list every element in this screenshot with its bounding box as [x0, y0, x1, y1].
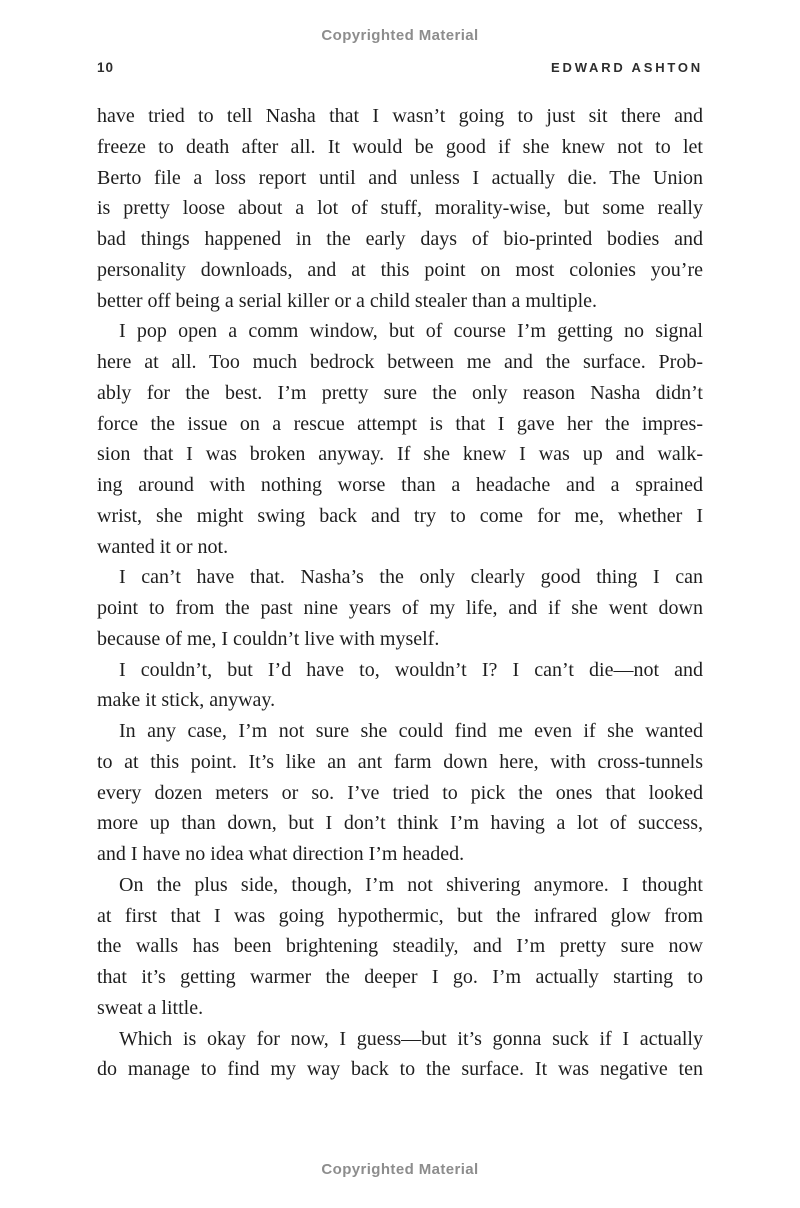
- text-line: every dozen meters or so. I’ve tried to pick the ones that looked: [97, 781, 703, 804]
- text-line: and I have no idea what direction I’m headed.: [97, 843, 465, 865]
- text-line: have tried to tell Nasha that I wasn’t going to just sit there and: [97, 105, 703, 127]
- text-line: is pretty loose about a lot of stuff, morality-wise, but some really: [97, 197, 703, 220]
- text-line: here at all. Too much bedrock between me and the surface. Prob-: [97, 351, 703, 373]
- text-line: I pop open a comm window, but of course I’m getting no signal: [119, 320, 703, 343]
- text-line: to at this point. It’s like an ant farm down here, with cross-tunnels: [97, 750, 703, 773]
- text-line: ing around with nothing worse than a headache and a sprained: [97, 474, 703, 496]
- text-line: wrist, she might swing back and try to come for me, whether I: [97, 504, 703, 527]
- running-header-author: EDWARD ASHTON: [551, 60, 703, 75]
- page-header: [97, 60, 703, 75]
- text-line: bad things happened in the early days of bio-printed bodies and: [97, 228, 703, 250]
- text-line: at first that I was going hypothermic, but the infrared glow from: [97, 904, 703, 927]
- text-line: because of me, I couldn’t live with myself.: [97, 627, 440, 650]
- text-line: better off being a serial killer or a child stealer than a multiple.: [97, 289, 597, 312]
- text-line: point to from the past nine years of my life, and if she went down: [97, 597, 703, 619]
- text-line: do manage to find my way back to the surface. It was negative ten: [97, 1058, 703, 1081]
- text-line: Which is okay for now, I guess—but it’s gonna suck if I actually: [119, 1027, 703, 1050]
- text-line: ably for the best. I’m pretty sure the only reason Nasha didn’t: [97, 381, 703, 404]
- text-line: In any case, I’m not sure she could find me even if she wanted: [119, 720, 703, 742]
- text-line: the walls has been brightening steadily, and I’m pretty sure now: [97, 935, 703, 958]
- page-number: 10: [97, 60, 115, 75]
- text-line: force the issue on a rescue attempt is that I gave her the impres-: [97, 412, 703, 435]
- text-line: Berto file a loss report until and unless I actually die. The Union: [97, 166, 703, 189]
- text-line: On the plus side, though, I’m not shivering anymore. I thought: [119, 873, 703, 896]
- text-line: that it’s getting warmer the deeper I go. I’m actually starting to: [97, 966, 703, 988]
- text-line: wanted it or not.: [97, 535, 229, 558]
- text-line: I couldn’t, but I’d have to, wouldn’t I? I can’t die—not and: [119, 658, 703, 681]
- text-line: sion that I was broken anyway. If she knew I was up and walk-: [97, 443, 703, 466]
- text-line: I can’t have that. Nasha’s the only clearly good thing I can: [119, 566, 703, 589]
- text-line: more up than down, but I don’t think I’m having a lot of success,: [97, 812, 703, 835]
- text-line: freeze to death after all. It would be good if she knew not to let: [97, 135, 703, 158]
- text-line: make it stick, anyway.: [97, 689, 276, 712]
- copyright-notice-bottom: Copyrighted Material: [321, 1161, 479, 1178]
- copyright-notice-top: Copyrighted Material: [321, 27, 479, 44]
- text-line: sweat a little.: [97, 996, 204, 1019]
- body-text: [97, 101, 703, 1085]
- text-line: personality downloads, and at this point on most colonies you’re: [97, 258, 703, 281]
